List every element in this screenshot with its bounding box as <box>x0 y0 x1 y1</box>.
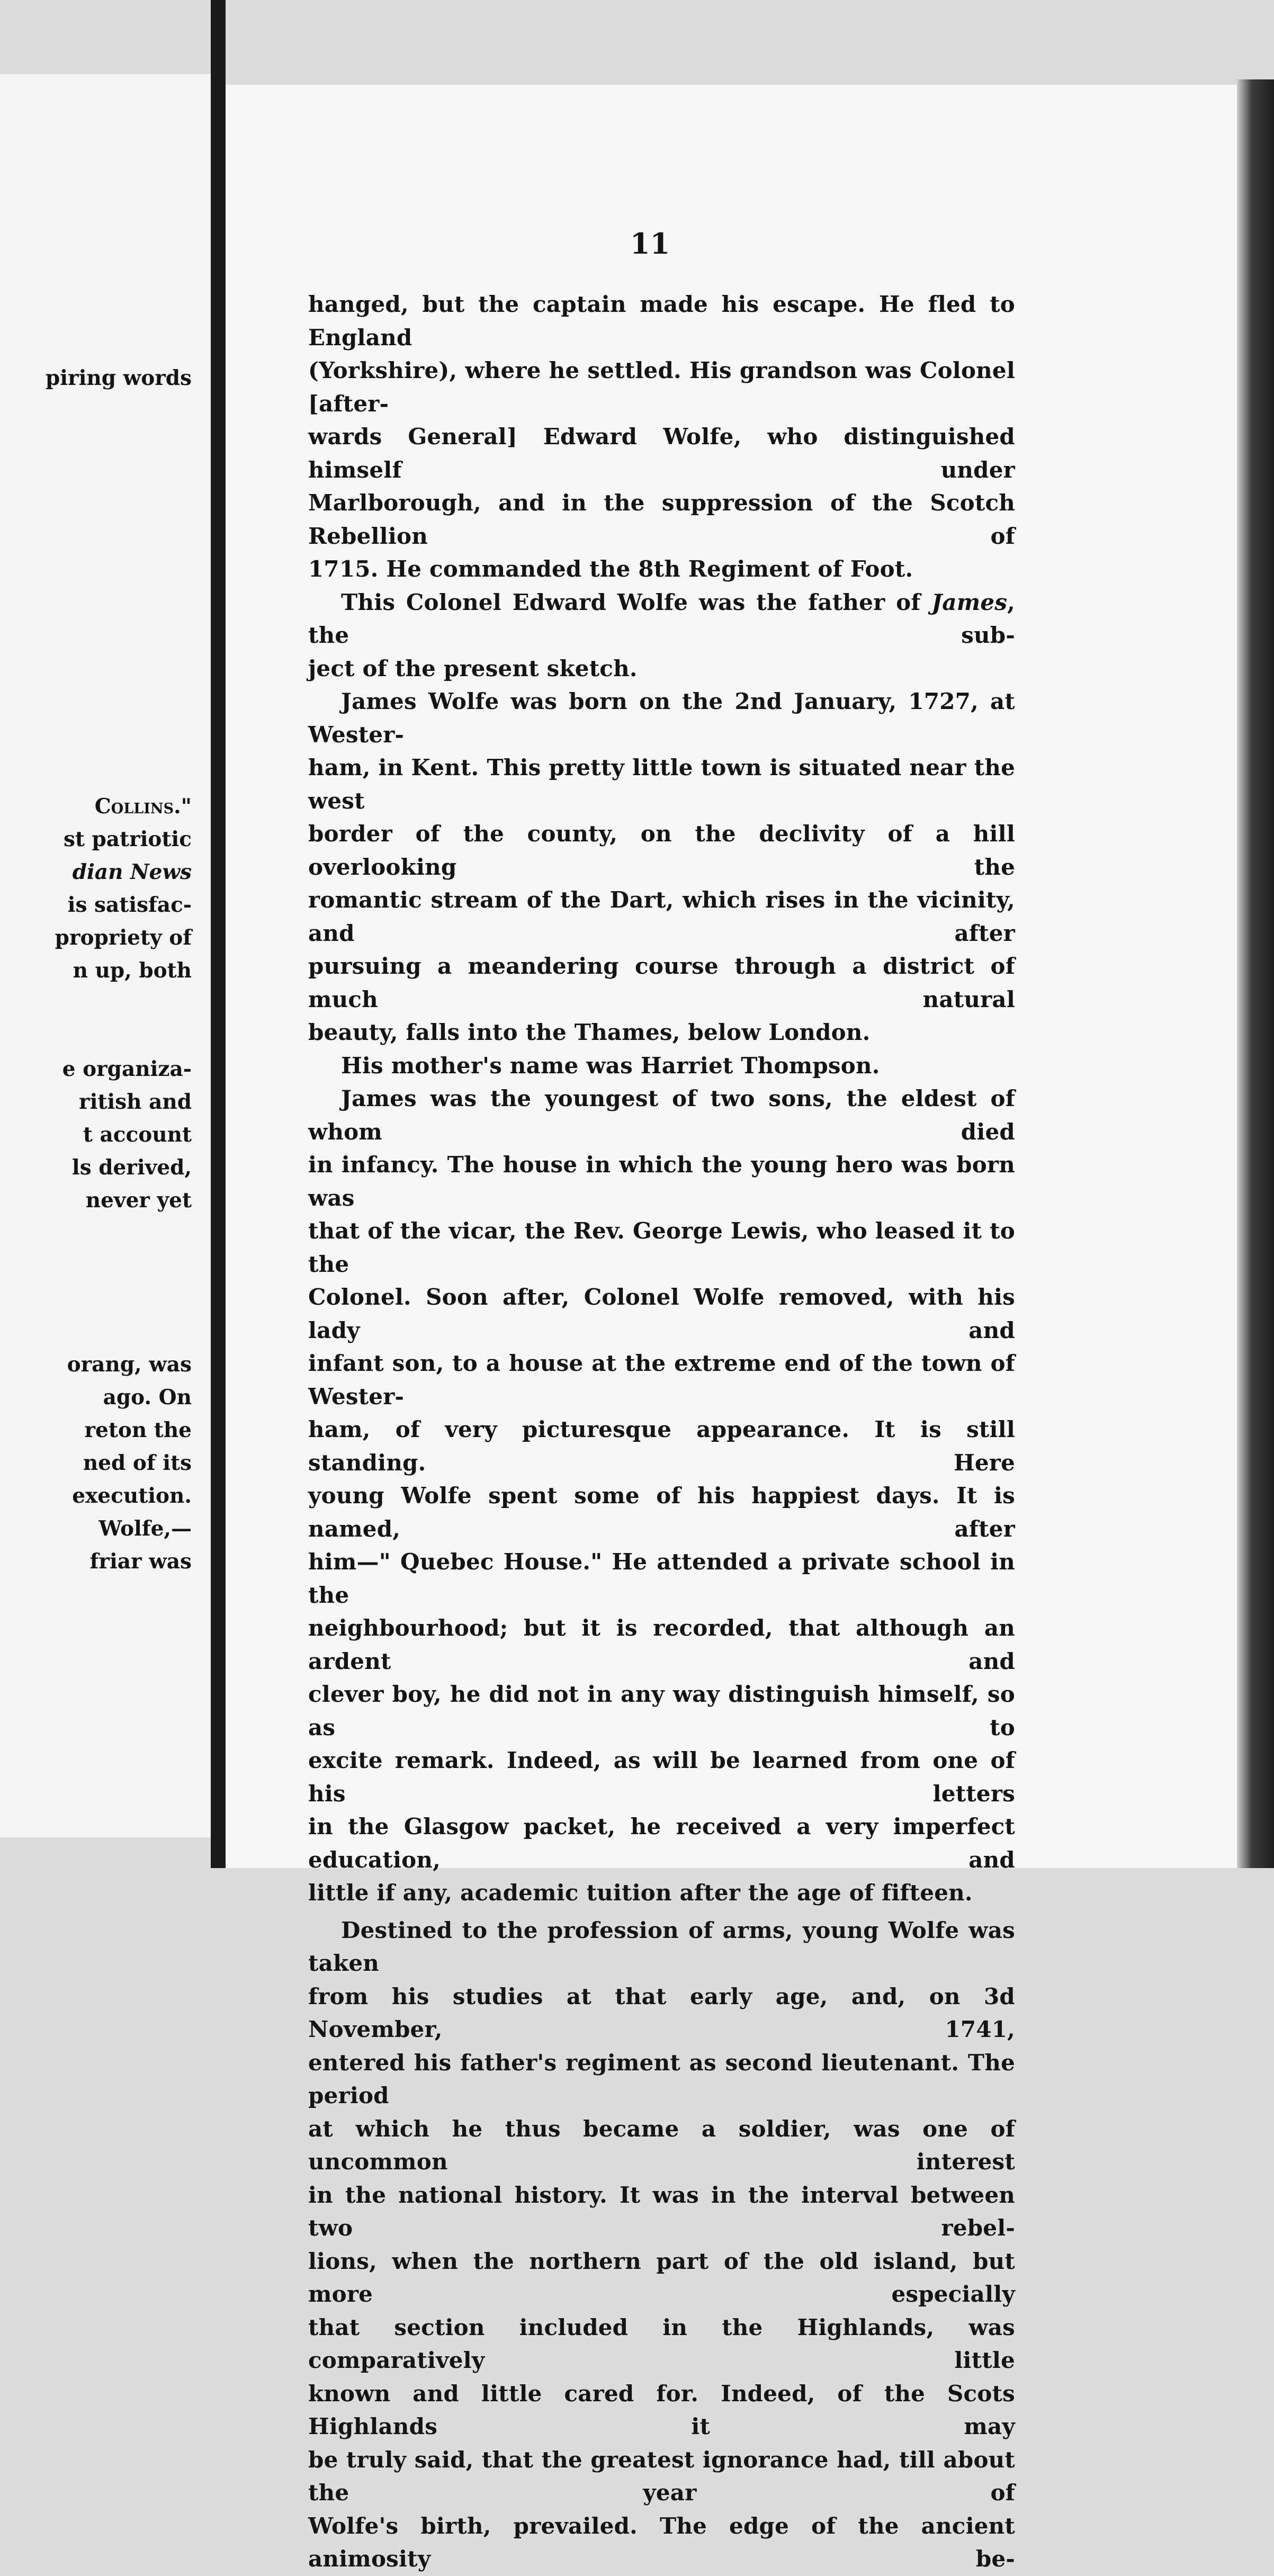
text-line: ham, in Kent. This pretty little town is situated near the west <box>308 755 1015 814</box>
left-fragment: ls derived, <box>71 1155 192 1180</box>
left-fragment: ned of its <box>83 1451 192 1475</box>
left-fragment: Wolfe,— <box>98 1516 192 1541</box>
text-line: that section included in the Highlands, was comparatively little <box>308 2314 1015 2373</box>
left-fragment: dian News <box>72 860 192 884</box>
left-fragment: ago. On <box>103 1385 192 1410</box>
left-fragment: friar was <box>89 1549 192 1574</box>
text-line: (Yorkshire), where he settled. His grandson was Colonel [after- <box>308 357 1015 417</box>
text-line: beauty, falls into the Thames, below London. <box>308 1019 871 1045</box>
text-line: Colonel. Soon after, Colonel Wolfe removed, with his lady and <box>308 1284 1015 1343</box>
text-line: romantic stream of the Dart, which rises in the vicinity, and after <box>308 887 1015 946</box>
text-line: ject of the present sketch. <box>308 655 638 681</box>
text-line: hanged, but the captain made his escape. He fled to England <box>308 291 1015 351</box>
page-number: 11 <box>630 227 670 261</box>
left-fragment: is satisfac- <box>67 893 192 917</box>
text-line: in the Glasgow packet, he received a very imperfect education, and <box>308 1814 1015 1873</box>
text-line: at which he thus became a soldier, was one of uncommon interest <box>308 2115 1015 2175</box>
left-fragment: st patriotic <box>63 827 192 851</box>
left-fragment: never yet <box>85 1188 192 1213</box>
text-line: ham, of very picturesque appearance. It is still standing. Here <box>308 1416 1015 1476</box>
left-fragment: propriety of <box>55 926 192 950</box>
text-line: from his studies at that early age, and, on 3d November, 1741, <box>308 1983 1015 2042</box>
text-line: This Colonel Edward Wolfe was the father of James, the sub- <box>308 589 1015 648</box>
left-fragment: ritish and <box>79 1090 192 1114</box>
text-line: little if any, academic tuition after the age of fifteen. <box>308 1880 973 1906</box>
text-line: pursuing a meandering course through a district of much natural <box>308 953 1015 1012</box>
page-gutter-divider <box>211 0 226 1868</box>
text-line: excite remark. Indeed, as will be learned from one of his letters <box>308 1747 1015 1807</box>
previous-page-strip <box>0 74 211 1837</box>
text-line: His mother's name was Harriet Thompson. <box>341 1052 880 1079</box>
body-text <box>308 288 1015 2576</box>
text-line: Destined to the profession of arms, young Wolfe was taken <box>308 1917 1015 1976</box>
text-line: young Wolfe spent some of his happiest days. It is named, after <box>308 1483 1015 1542</box>
italic-name: James <box>931 589 1008 615</box>
page-edge-shadow <box>1237 79 1274 1868</box>
text-line: James Wolfe was born on the 2nd January, 1727, at Wester- <box>308 688 1015 748</box>
left-fragment: reton the <box>84 1418 192 1442</box>
left-fragment: Collins." <box>94 794 192 819</box>
text-line: 1715. He commanded the 8th Regiment of Foot. <box>308 556 913 582</box>
text-line: infant son, to a house at the extreme end of the town of Wester- <box>308 1350 1015 1410</box>
text-line: him—" Quebec House." He attended a private school in the <box>308 1549 1015 1608</box>
text-line: Wolfe's birth, prevailed. The edge of the ancient animosity be- <box>308 2512 1015 2572</box>
text-line: in the national history. It was in the interval between two rebel- <box>308 2182 1015 2241</box>
left-fragment: piring words <box>45 366 192 390</box>
text-line: neighbourhood; but it is recorded, that although an ardent and <box>308 1615 1015 1674</box>
left-fragment: t account <box>83 1123 192 1147</box>
text-line: James was the youngest of two sons, the eldest of whom died <box>308 1085 1015 1145</box>
text-line: in infancy. The house in which the young hero was born was <box>308 1152 1015 1211</box>
text-line: entered his father's regiment as second lieutenant. The period <box>308 2049 1015 2108</box>
text-line: wards General] Edward Wolfe, who distinguished himself under <box>308 424 1015 483</box>
left-fragment: orang, was <box>67 1352 192 1377</box>
text-line: clever boy, he did not in any way distinguish himself, so as to <box>308 1681 1015 1740</box>
text-line: that of the vicar, the Rev. George Lewis, who leased it to the <box>308 1218 1015 1277</box>
left-fragment: execution. <box>72 1484 192 1508</box>
text-line: lions, when the northern part of the old island, but more especially <box>308 2248 1015 2307</box>
text-line: Marlborough, and in the suppression of the Scotch Rebellion of <box>308 490 1015 549</box>
text-line: known and little cared for. Indeed, of the Scots Highlands it may <box>308 2380 1015 2439</box>
text-line: border of the county, on the declivity of a hill overlooking the <box>308 821 1015 880</box>
left-fragment: n up, both <box>73 958 192 983</box>
left-fragment: e organiza- <box>62 1057 192 1081</box>
text-line: be truly said, that the greatest ignorance had, till about the year of <box>308 2446 1015 2506</box>
